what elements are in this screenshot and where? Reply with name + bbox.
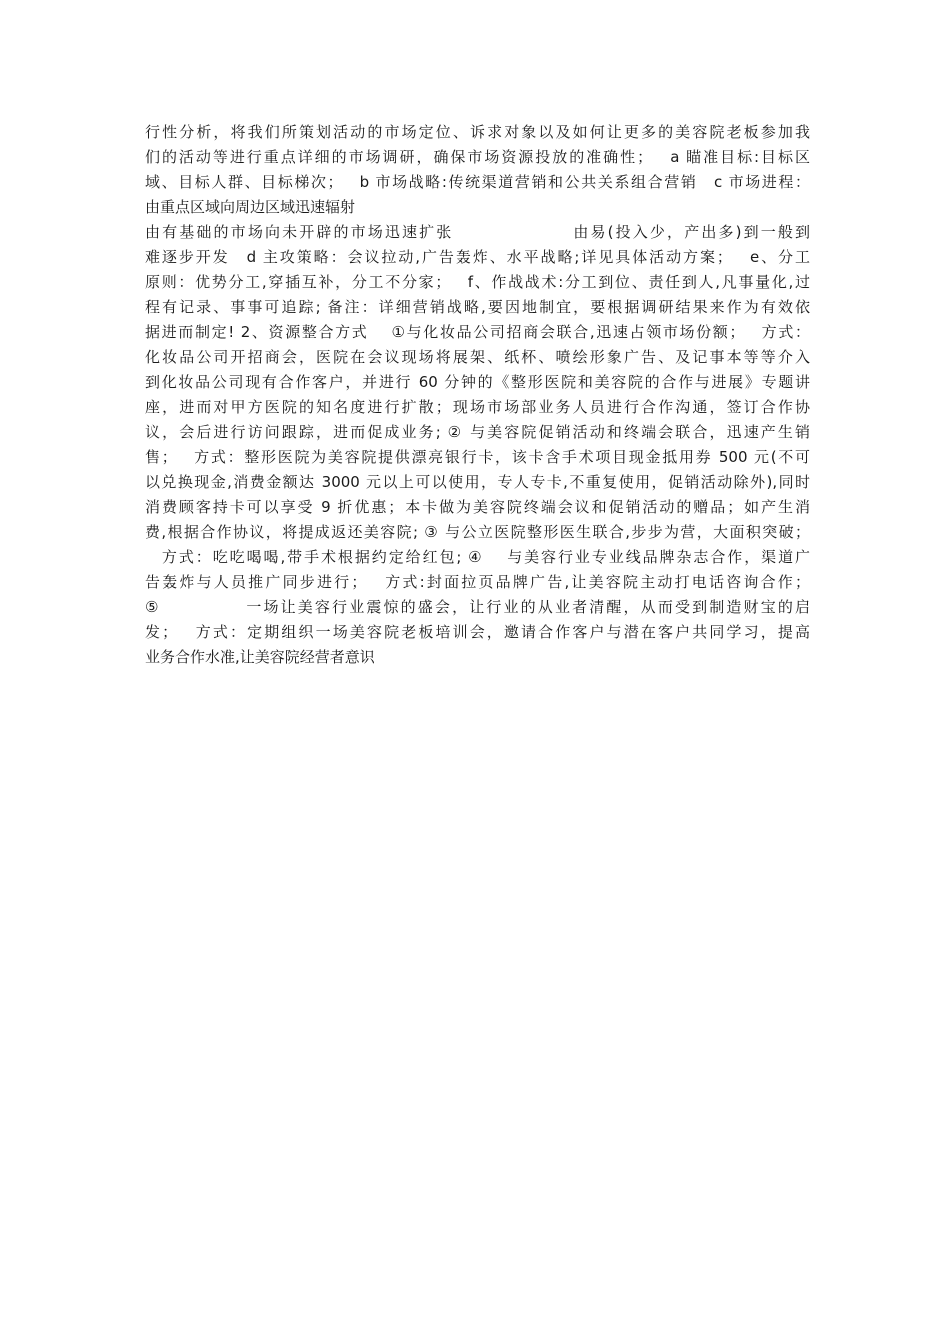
text-line-13: 议，会后进行访问跟踪，进而促成业务; ② 与美容院促销活动和终端会联合，迅速产生销	[145, 423, 810, 441]
text-line-8: 程有记录、事事可追踪; 备注：详细营销战略,要因地制宜，要根据调研结果来作为有效依	[145, 298, 810, 316]
text-line-6: 难逐步开发 d 主攻策略：会议拉动,广告轰炸、水平战略;详见具体活动方案； e、分工	[145, 248, 810, 266]
text-line-11: 到化妆品公司现有合作客户，并进行 60 分钟的《整形医院和美容院的合作与进展》专题讲	[145, 373, 810, 391]
text-line-19: 告轰炸与人员推广同步进行； 方式:封面拉页品牌广告,让美容院主动打电话咨询合作；	[145, 573, 810, 591]
text-line-12: 座，进而对甲方医院的知名度进行扩散；现场市场部业务人员进行合作沟通，签订合作协	[145, 398, 810, 416]
document-body	[145, 120, 810, 670]
text-line-22: 业务合作水准,让美容院经营者意识	[145, 648, 375, 666]
text-line-4: 由重点区域向周边区域迅速辐射	[145, 198, 356, 216]
text-line-18: 方式：吃吃喝喝,带手术根据约定给红包; ④ 与美容行业专业线品牌杂志合作，渠道广	[145, 548, 810, 566]
text-line-14: 售； 方式：整形医院为美容院提供漂亮银行卡，该卡含手术项目现金抵用券 500 元(不可	[145, 448, 810, 466]
text-line-17: 费,根据合作协议，将提成返还美容院; ③ 与公立医院整形医生联合,步步为营，大面积突破；	[145, 523, 810, 541]
text-line-2: 们的活动等进行重点详细的市场调研，确保市场资源投放的准确性； a 瞄准目标:目标区	[145, 148, 810, 166]
text-line-10: 化妆品公司开招商会，医院在会议现场将展架、纸杯、喷绘形象广告、及记事本等等介入	[145, 348, 810, 366]
text-line-9: 据进而制定! 2、资源整合方式 ①与化妆品公司招商会联合,迅速占领市场份额； 方式：	[145, 323, 810, 341]
text-line-3: 域、目标人群、目标梯次； b 市场战略:传统渠道营销和公共关系组合营销 c 市场进程：	[145, 173, 810, 191]
text-line-16: 消费顾客持卡可以享受 9 折优惠；本卡做为美容院终端会议和促销活动的赠品；如产生消	[145, 498, 810, 516]
text-line-1: 行性分析，将我们所策划活动的市场定位、诉求对象以及如何让更多的美容院老板参加我	[145, 123, 810, 141]
text-line-21: 发； 方式：定期组织一场美容院老板培训会，邀请合作客户与潜在客户共同学习，提高	[145, 623, 810, 641]
text-line-20: ⑤ 一场让美容行业震惊的盛会，让行业的从业者清醒，从而受到制造财宝的启	[145, 598, 810, 616]
text-line-7: 原则：优势分工,穿插互补，分工不分家； f、作战战术:分工到位、责任到人,凡事量化,过	[145, 273, 810, 291]
text-line-15: 以兑换现金,消费金额达 3000 元以上可以使用，专人专卡,不重复使用，促销活动除外),同时	[145, 473, 810, 491]
text-line-5: 由有基础的市场向未开辟的市场迅速扩张 由易(投入少，产出多)到一般到	[145, 223, 810, 241]
